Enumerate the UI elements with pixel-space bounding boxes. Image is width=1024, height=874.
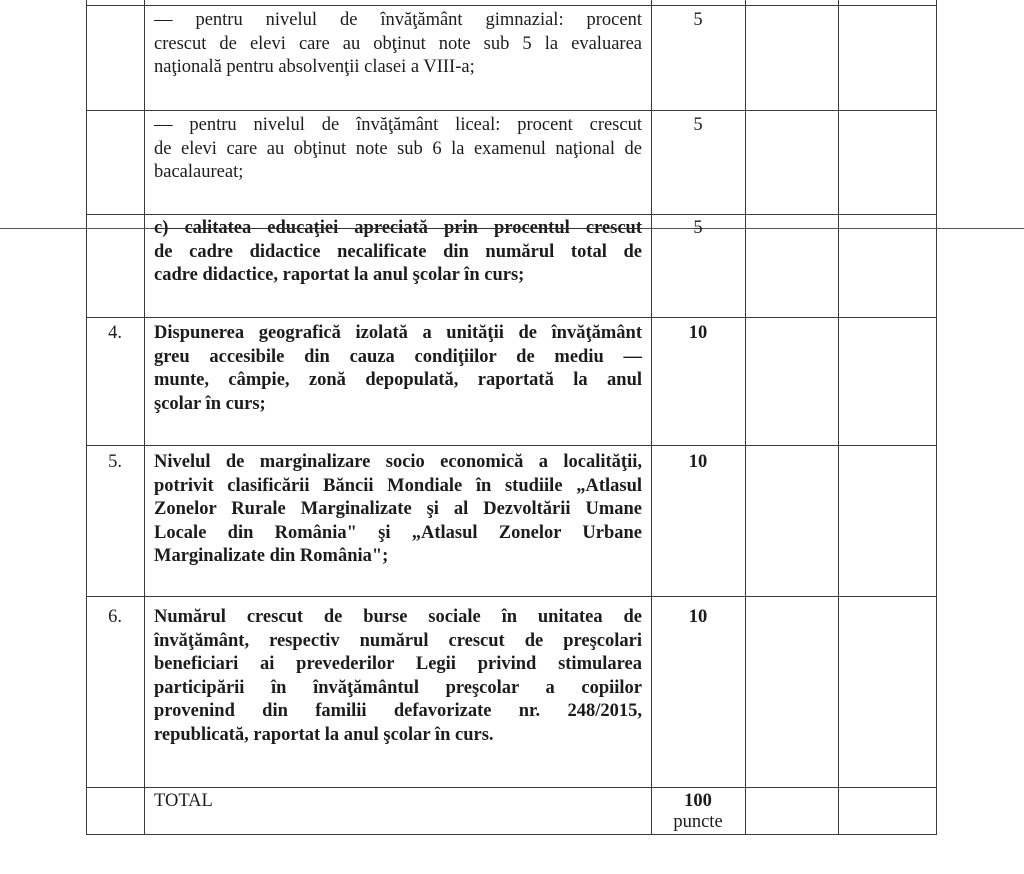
criterion-points: 5 (693, 10, 703, 30)
grid-line (86, 317, 937, 318)
row-number: 4. (108, 323, 122, 343)
total-points: 100 (684, 791, 712, 811)
grid-line (86, 214, 937, 215)
grid-line (86, 834, 937, 835)
criterion-points: 10 (688, 607, 708, 627)
criterion-text: — pentru nivelul de învăţământ liceal: procent crescut de elevi care au obţinut note sub 6 la examenul naţional de bacalaureat; (154, 115, 642, 182)
grid-line (86, 596, 937, 597)
criterion-points: 5 (693, 115, 703, 135)
criterion-text: — pentru nivelul de învăţământ gimnazial: procent crescut de elevi care au obţinut note sub 5 la evaluarea naţională pentru absolvenţii clasei a VIII-a; (154, 10, 642, 77)
grid-line (86, 5, 937, 6)
grid-line (86, 0, 87, 835)
grid-line (86, 110, 937, 111)
row-number: 5. (108, 452, 122, 472)
criterion-points: 5 (693, 218, 703, 238)
criterion-text: Nivelul de marginalizare socio economică a localităţii, potrivit clasificării Băncii Mondiale în studiile „Atlasul Zonelor Rurale Marginalizate şi al Dezvoltării Umane Locale din România" şi „Atlasul Zonelor Urbane Marginalizate din România"; (154, 452, 642, 566)
grid-line (144, 0, 145, 835)
grid-line (86, 445, 937, 446)
grid-line (838, 0, 839, 835)
criterion-text: Numărul crescut de burse sociale în unitatea de învăţământ, respectiv numărul crescut de preşcolari beneficiari ai prevederilor Legii privind stimularea participării în învăţământul preşcolar a copiilor provenind din familii defavorizate nr. 248/2015, republicată, raportat la anul şcolar în curs. (154, 607, 642, 745)
grid-line (745, 0, 746, 835)
row-number: 6. (108, 607, 122, 627)
criterion-text: Dispunerea geografică izolată a unităţii de învăţământ greu accesibile din cauza condiţiilor de mediu — munte, câmpie, zonă depopulată, raportată la anul şcolar în curs; (154, 323, 642, 414)
criterion-points: 10 (688, 323, 708, 343)
total-label: TOTAL (154, 791, 213, 811)
total-unit: puncte (673, 812, 723, 832)
grid-line (86, 787, 937, 788)
criterion-points: 10 (688, 452, 708, 472)
criterion-text: c) calitatea educaţiei apreciată prin procentul crescut de cadre didactice necalificate din numărul total de cadre didactice, raportat la anul şcolar în curs; (154, 218, 642, 285)
grid-line (936, 0, 937, 835)
